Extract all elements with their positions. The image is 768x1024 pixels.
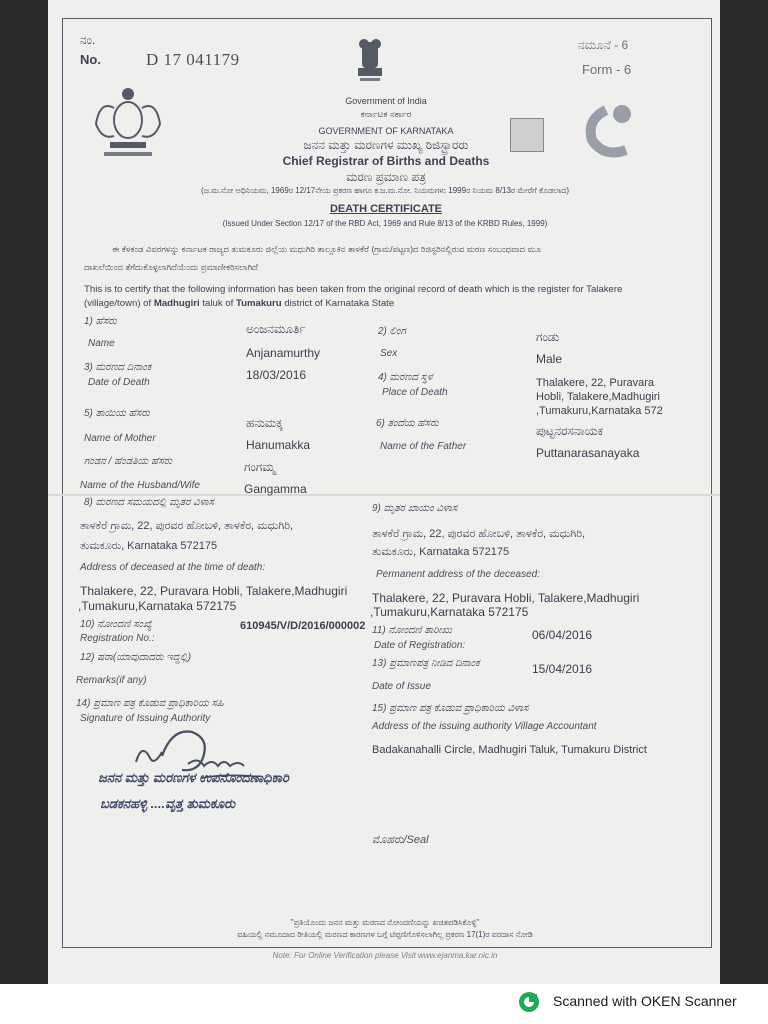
registration-no-kannada-label: 10) ನೋಂದಣಿ ಸಂಖ್ಯೆ	[80, 619, 152, 630]
remarks-label: Remarks(if any)	[76, 675, 147, 686]
father-kannada-label: 6) ತಂದೆಯ ಹೆಸರು	[376, 418, 439, 429]
signature-label: Signature of Issuing Authority	[80, 713, 211, 724]
mother-kannada-value: ಹನುಮಕ್ಕ	[246, 416, 283, 430]
registration-no-value: 610945/V/D/2016/000002	[240, 620, 366, 632]
gov-karnataka-label: GOVERNMENT OF KARNATAKA	[318, 126, 454, 136]
issue-date-value: 15/04/2016	[532, 662, 593, 676]
gov-india-label: Government of India	[345, 96, 427, 106]
address-at-death-label: Address of deceased at the time of death:	[80, 562, 266, 573]
paper-fold-line	[48, 494, 720, 496]
permanent-address-line1: Thalakere, 22, Puravara Hobli, Talakere,Madhugiri	[372, 591, 640, 605]
authority-address-value: Badakanahalli Circle, Madhugiri Taluk, Tumakuru District	[372, 744, 647, 756]
date-of-death-value: 18/03/2016	[246, 368, 307, 382]
address-at-death-kannada-line2: ತುಮಕೂರು, Karnataka 572175	[80, 540, 218, 552]
father-kannada-value: ಪುಟ್ಟನರಸನಾಯಕ	[536, 424, 604, 438]
mother-label: Name of Mother	[84, 433, 156, 444]
father-label: Name of the Father	[380, 441, 467, 452]
spouse-label: Name of the Husband/Wife	[80, 480, 200, 491]
authority-address-kannada-label: 15) ಪ್ರಮಾಣ ಪತ್ರ ಕೊಡುವ ಪ್ರಾಧಿಕಾರಿಯ ವಿಳಾಸ	[372, 703, 529, 714]
oken-scanner-logo-icon	[518, 991, 540, 1013]
footer-kannada-line2: ವಹಿಯಲ್ಲಿ ನಮೂದಾದ ರೀತಿಯಲ್ಲಿ ಮರಣದ ಕಾರಣಗಳ ಬಗ್ಗೆ ಟಿಪ್ಪಣಿಗೊಳಿಸಲಾಗಿಲ್ಲ ಪ್ರಕರಣ 17(1)ರ ವರದಾಸ ನೋಡಿ	[237, 930, 533, 939]
certify-english-line2: (village/town) of Madhugiri taluk of Tumakuru district of Karnataka State	[84, 298, 395, 309]
address-at-death-line1: Thalakere, 22, Puravara Hobli, Talakere,Madhugiri	[80, 584, 348, 598]
scanner-watermark-label: Scanned with OKEN Scanner	[553, 993, 737, 1009]
registrar-label: Chief Registrar of Births and Deaths	[282, 154, 490, 168]
certify-kannada-line2: ದಾಖಲೆಯಿಂದ ತೆಗೆದುಕೊಳ್ಳಲಾಗಿದೆಯೆಂದು ಪ್ರಮಾಣೀಕರಿಸಲಾಗಿದೆ	[84, 262, 258, 272]
permanent-address-kannada-line2: ತುಮಕೂರು, Karnataka 572175	[372, 546, 510, 558]
permanent-address-kannada-label: 9) ಮೃತರ ಖಾಯಂ ವಿಳಾಸ	[372, 503, 458, 514]
issuing-stamp-line2: ಬಡಕನಹಳ್ಳಿ ....ವೃತ್ತ ತುಮಕೂರು	[100, 796, 236, 811]
place-of-death-kannada-label: 4) ಮರಣದ ಸ್ಥಳ	[378, 372, 433, 383]
issue-date-label: Date of Issue	[372, 681, 431, 692]
name-label: Name	[88, 338, 115, 349]
issued-under-label: (Issued Under Section 12/17 of the RBD Act, 1969 and Rule 8/13 of the KRBD Rules, 1999)	[222, 219, 548, 228]
date-of-death-kannada-label: 3) ಮರಣದ ದಿನಾಂಕ	[84, 362, 152, 373]
registration-no-label: Registration No.:	[80, 633, 155, 644]
signature-kannada-label: 14) ಪ್ರಮಾಣ ಪತ್ರ ಕೊಡುವ ಪ್ರಾಧಿಕಾರಿಯ ಸಹಿ	[76, 698, 224, 709]
place-of-death-line1: Thalakere, 22, Puravara	[536, 377, 655, 389]
ashoka-emblem-icon	[352, 36, 388, 92]
mother-value: Hanumakka	[246, 438, 311, 452]
seal-label: ಮೊಹರು/Seal	[372, 834, 429, 846]
address-at-death-kannada-line1: ತಾಳಕೆರೆ ಗ್ರಾಮ, 22, ಪುರವರ ಹೋಬಳಿ, ತಾಳಕೆರ, ಮಧುಗಿರಿ,	[80, 520, 294, 532]
no-label-kannada: ನಂ.	[80, 33, 96, 47]
address-at-death-kannada-label: 8) ಮರಣದ ಸಮಯದಲ್ಲಿ ಮೃತರ ವಿಳಾಸ	[84, 497, 214, 508]
gov-karnataka-kannada: ಕರ್ನಾಟಕ ಸರ್ಕಾರ	[360, 109, 412, 119]
form-label-kannada: ನಮೂನೆ - 6	[578, 38, 629, 52]
date-of-death-label: Date of Death	[88, 377, 150, 388]
registration-date-label: Date of Registration:	[374, 640, 466, 651]
mother-kannada-label: 5) ತಾಯಿಯ ಹೆಸರು	[84, 408, 150, 419]
certify-kannada-line1: ಈ ಕೆಳಕಂಡ ವಿವರಗಳನ್ನು ಕರ್ನಾಟಕ ರಾಜ್ಯದ ತುಮಕೂರು ಜಿಲ್ಲೆಯ ಮಧುಗಿರಿ ತಾಲ್ಲೂಕಿನ ತಾಳಕೆರೆ (ಗ್ರಾಮ/ಪಟ್ಟಣ)ದ ರಿಜಿಸ್ಟರಿನಲ್ಲಿರುವ ಮರಣ ಸಂಬಂಧವಾದ ಮೂ	[112, 244, 541, 254]
footer-kannada-line1: "ಪ್ರತಿಯೊಂದು ಜನನ ಮತ್ತು ಮರಣದ ನೋಂದಣಿಯನ್ನು ಖಚಿತಪಡಿಸಿಕೊಳ್ಳಿ"	[290, 918, 480, 927]
issued-under-kannada: (ಜ.ಮ.ನೋ ಅಧಿನಿಯಮ, 1969ರ 12/17ನೇಯ ಪ್ರಕರಣ ಹಾಗೂ ಕ.ಜ.ಮ.ನೋ. ನಿಯಮಗಳು 1999ರ ನಿಯಮ 8/13ರ ಮೇರೆಗೆ ಕೊಡಲಾದ)	[200, 186, 570, 195]
certify-english-line1: This is to certify that the following information has been taken from the original record of death which is the register for Talakere	[84, 284, 623, 295]
issuing-stamp-line1: ಜನನ ಮತ್ತು ಮರಣಗಳ ಉಪನೊಂದಣಾಧಿಕಾರಿ	[98, 770, 289, 785]
spouse-value: Gangamma	[244, 482, 307, 496]
certificate-kannada-title: ಮರಣ ಪ್ರಮಾಣ ಪತ್ರ	[346, 170, 426, 184]
place-of-death-line2: Hobli, Talakere,Madhugiri	[536, 391, 660, 403]
certificate-title: DEATH CERTIFICATE	[329, 203, 443, 215]
sex-kannada-value: ಗಂಡು	[536, 330, 560, 344]
issue-date-kannada-label: 13) ಪ್ರಮಾಣಪತ್ರ ನೀಡಿದ ದಿನಾಂಕ	[372, 658, 480, 669]
authority-address-label: Address of the issuing authority Village Accountant	[372, 721, 597, 732]
place-of-death-line3: ,Tumakuru,Karnataka 572	[536, 405, 663, 417]
sex-label: Sex	[380, 348, 398, 359]
permanent-address-kannada-line1: ತಾಳಕೆರೆ ಗ್ರಾಮ, 22, ಪುರವರ ಹೋಬಳಿ, ತಾಳಕೆರ, ಮಧುಗಿರಿ,	[372, 528, 586, 540]
no-label: No.	[80, 52, 101, 67]
online-verification-note: Note: For Online Verification please Visit www.ejanma.kar.nic.in	[272, 951, 498, 960]
certificate-number: D 17 041179	[146, 50, 240, 69]
spouse-kannada-value: ಗಂಗಮ್ಮ	[244, 460, 276, 474]
name-kannada-label: 1) ಹೆಸರು	[84, 316, 117, 327]
ejanma-logo-icon	[578, 100, 644, 160]
spouse-kannada-label: ಗಂಡನ / ಹೆಂಡತಿಯ ಹೆಸರು	[84, 456, 173, 467]
form-label: Form - 6	[582, 62, 632, 77]
father-value: Puttanarasanayaka	[536, 446, 640, 460]
permanent-address-line2: ,Tumakuru,Karnataka 572175	[370, 605, 529, 619]
sex-value: Male	[536, 352, 563, 366]
name-value: Anjanamurthy	[246, 346, 321, 360]
permanent-address-label: Permanent address of the deceased:	[376, 569, 540, 580]
registration-date-value: 06/04/2016	[532, 628, 593, 642]
name-kannada-value: ಅಂಜನಮೂರ್ತಿ	[246, 322, 306, 336]
remarks-kannada-label: 12) ಷರಾ(ಯಾವುದಾದರು ಇದ್ದಲ್ಲಿ)	[80, 652, 192, 663]
karnataka-emblem-icon	[88, 80, 168, 162]
place-of-death-label: Place of Death	[382, 387, 448, 398]
registrar-kannada: ಜನನ ಮತ್ತು ಮರಣಗಳ ಮುಖ್ಯ ರಿಜಿಸ್ಟ್ರಾರರು	[303, 138, 469, 152]
registration-date-kannada-label: 11) ನೋಂದಣಿ ತಾರೀಖು	[372, 625, 452, 636]
sex-kannada-label: 2) ಲಿಂಗ	[378, 326, 406, 337]
address-at-death-line2: ,Tumakuru,Karnataka 572175	[78, 599, 237, 613]
